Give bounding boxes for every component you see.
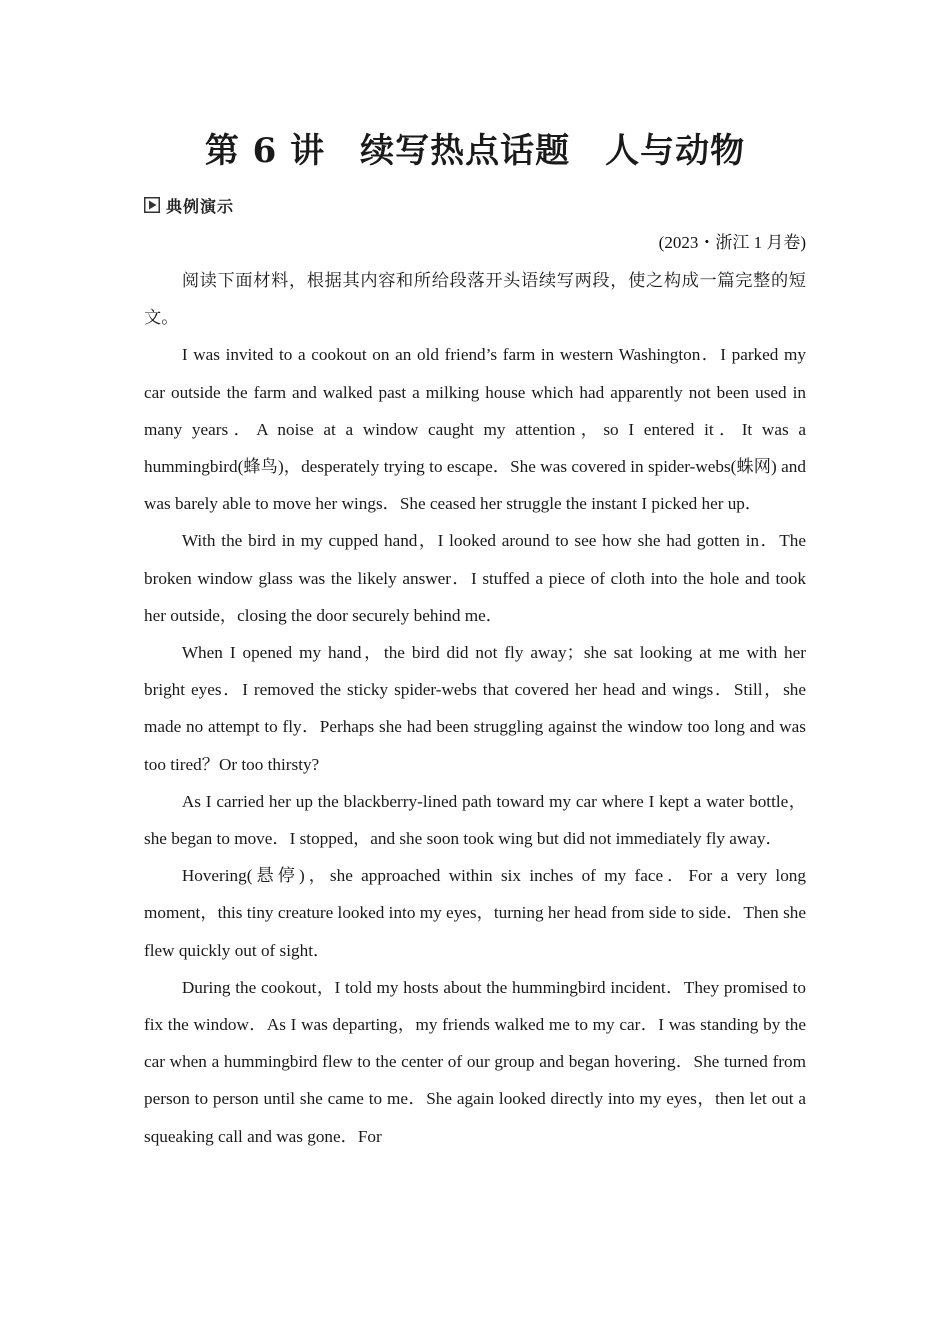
paragraph-instruction: 阅读下面材料，根据其内容和所给段落开头语续写两段，使之构成一篇完整的短文。 (144, 271, 806, 328)
paragraph: During the cookout，I told my hosts about the hummingbird incident．They promised to fix the window．As I was departing，my friends walked me to my car．I was standing by the car when a hummingbird flew to the center of our group and began hovering．She turned from person to person until she came to me．She again looked directly into my eyes，then let out a squeaking call and was gone．For (144, 977, 806, 1146)
paragraph: Hovering(悬停)，she approached within six inches of my face．For a very long moment，this tiny creature looked into my eyes，turning her head from side to side．Then she flew quickly out of sight． (144, 866, 806, 960)
document-body (144, 262, 806, 1155)
paragraph: With the bird in my cupped hand，I looked around to see how she had gotten in．The broken window glass was the likely answer．I stuffed a piece of cloth into the hole and took her outside，closing the door securely behind me． (144, 531, 806, 625)
source-citation: (2023・浙江 1 月卷) (658, 233, 806, 252)
page-title: 第 6 讲 续写热点话题 人与动物 (204, 131, 746, 171)
paragraph: When I opened my hand，the bird did not fly away；she sat looking at me with her bright eyes．I removed the sticky spider-webs that covered her head and wings．Still，she made no attempt to fly．Perhaps she had been struggling against the window too long and was too tired？Or too thirsty? (144, 643, 806, 774)
section-heading (144, 193, 234, 217)
paragraph: I was invited to a cookout on an old friend’s farm in western Washington．I parked my car outside the farm and walked past a milking house which had apparently not been used in many years．A noise at a window caught my attention，so I entered it．It was a hummingbird(蜂鸟)，desperately trying to escape．She was covered in spider-webs(蛛网) and was barely able to move her wings．She ceased her struggle the instant I picked her up． (144, 345, 806, 514)
paragraph: As I carried her up the blackberry-lined path toward my car where I kept a water bottle，she began to move．I stopped，and she soon took wing but did not immediately fly away． (144, 791, 806, 849)
play-icon (144, 197, 160, 213)
section-label: 典例演示 (166, 196, 235, 216)
